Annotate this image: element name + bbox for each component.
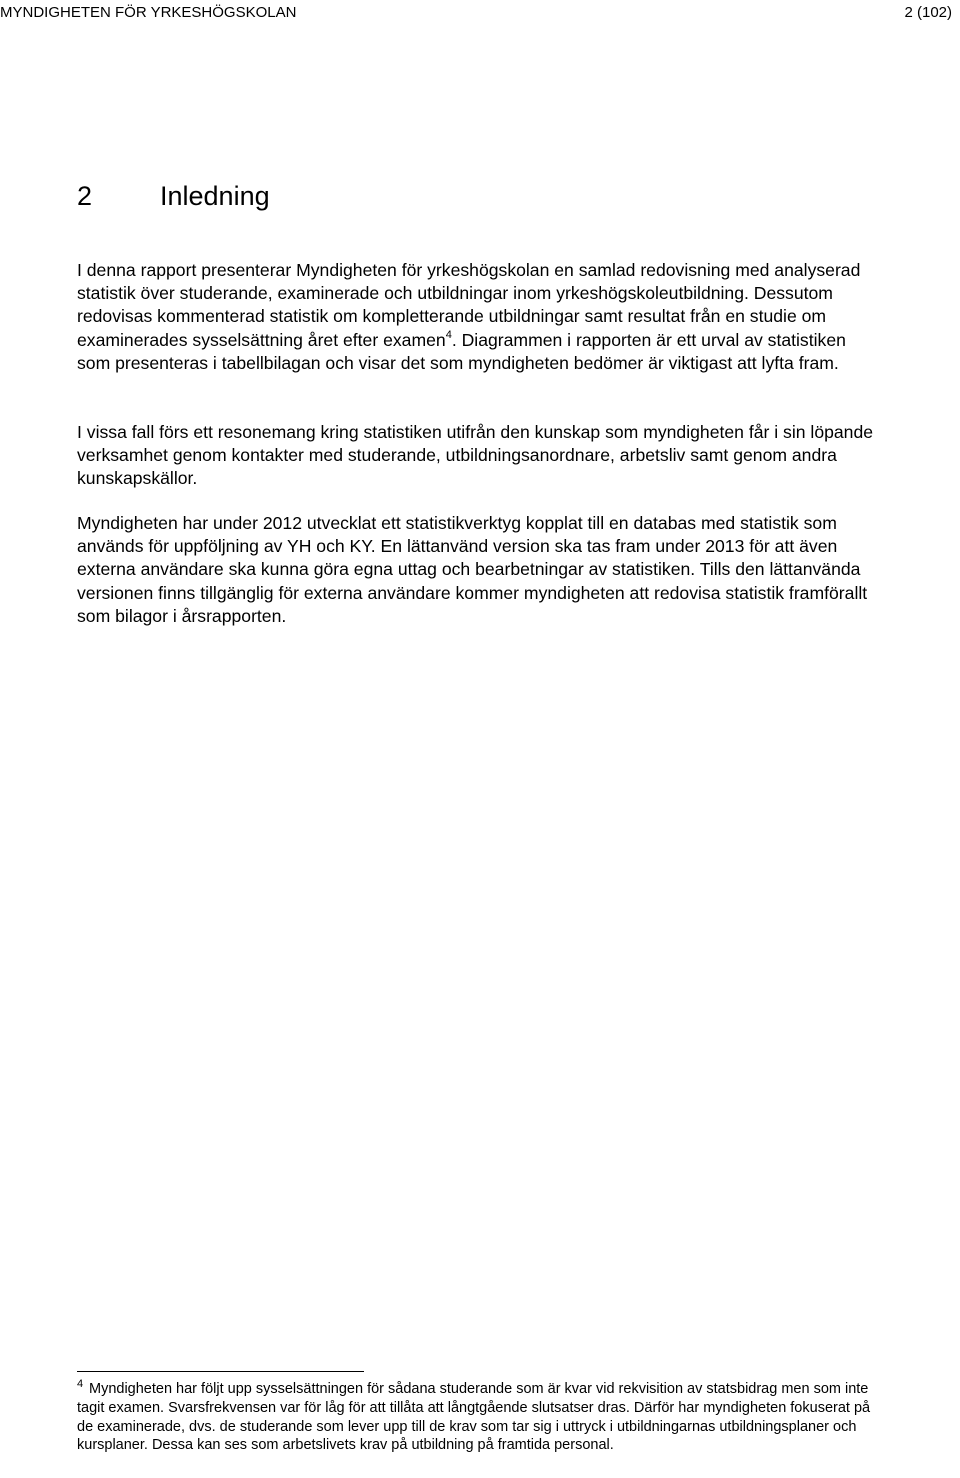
footnote: 4 Myndigheten har följt upp sysselsättningen för sådana studerande som är kvar vid rekvisition av statsbidrag men som inte tagit examen. Svarsfrekvensen var för låg för att tillåta att långtgående slutsatser dras. Därför har myndigheten fokuserat på de examinerade, dvs. de studerande som lever upp till de krav som tar sig i uttryck i utbildningarnas utbildningsplaner och kursplaner. Dessa kan ses som arbetslivets krav på utbildning på framtida personal. [77, 1378, 871, 1454]
section-number: 2 [77, 181, 93, 211]
footnote-reference[interactable]: 4 [445, 328, 452, 341]
paragraph-intro [77, 259, 877, 375]
footnote-separator [77, 1371, 364, 1372]
running-title: MYNDIGHETEN FÖR YRKESHÖGSKOLAN [0, 4, 297, 21]
footnote-text: Myndigheten har följt upp sysselsättningen för sådana studerande som är kvar vid rekvisition av statsbidrag men som inte tagit examen. Svarsfrekvensen var för låg för att tillåta att långtgående slutsatser dras. Därför har myndigheten fokuserat på de examinerade, dvs. de studerande som lever upp till de krav som tar sig i uttryck i utbildningarnas utbildningsplaner och kursplaner. Dessa kan ses som arbetslivets krav på utbildning på framtida personal. [77, 1381, 871, 1454]
paragraph-intro-part1: I denna rapport presenterar Myndigheten för yrkeshögskolan en samlad redovisning med analyserad statistik över studerande, examinerade och utbildningar inom yrkeshögskoleutbildning. Dessutom redovisas kommenterad statistik om kompletterande utbildningar samt resultat från en studie om examinerades sysselsättning året efter examen [77, 260, 861, 350]
paragraph-statistics-tool: Myndigheten har under 2012 utvecklat ett statistikverktyg kopplat till en databas med statistik som används för uppföljning av YH och KY. En lättanvänd version ska tas fram under 2013 för att även externa användare ska kunna göra egna uttag och bearbetningar av statistiken. Tills den lättanvända versionen finns tillgänglig för externa användare kommer myndigheten att redovisa statistik framförallt som bilagor i årsrapporten. [77, 513, 868, 626]
paragraph-reasoning: I vissa fall förs ett resonemang kring statistiken utifrån den kunskap som myndigheten får i sin löpande verksamhet genom kontakter med studerande, utbildningsanordnare, arbetsliv samt genom andra kunskapskällor. [77, 422, 874, 489]
section-title: Inledning [160, 181, 270, 211]
section-heading [77, 180, 270, 212]
paragraph-intro-part2: . Diagrammen i rapporten är ett urval av statistiken som presenteras i tabellbilagan och visar det som myndigheten bedömer är viktigast att lyfta fram. [77, 329, 846, 373]
page-number: 2 (102) [904, 4, 952, 21]
